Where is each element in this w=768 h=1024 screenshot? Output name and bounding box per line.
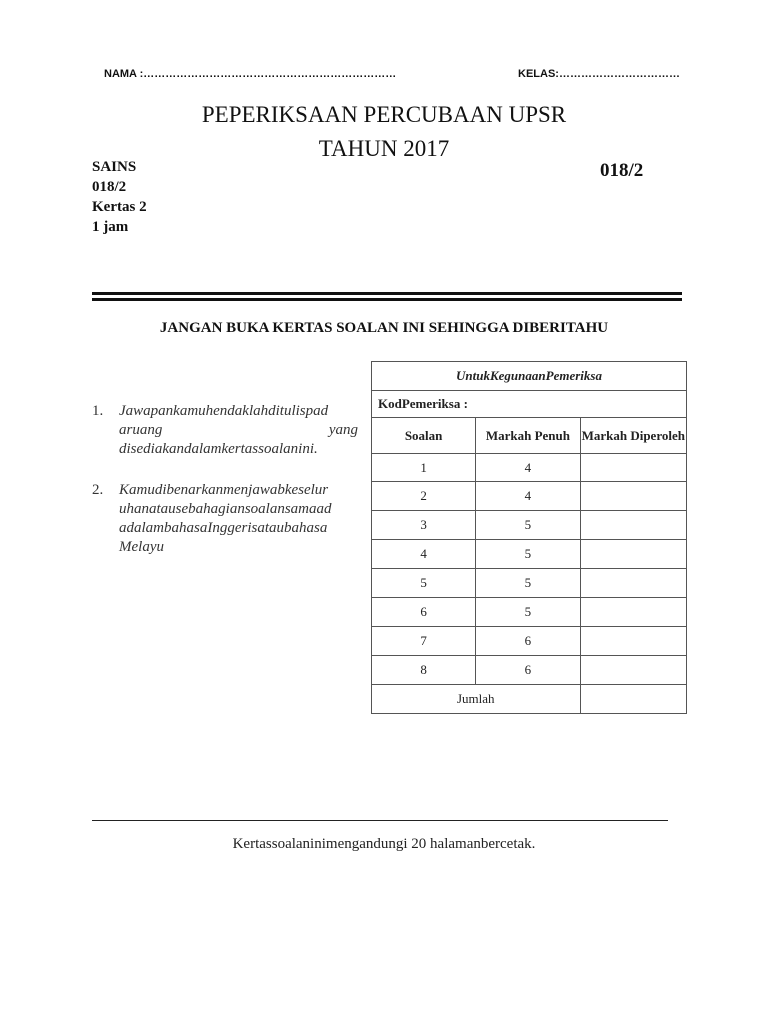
cell-markah-diperoleh[interactable] [580, 569, 686, 598]
table-row [372, 627, 687, 656]
warning-notice: JANGAN BUKA KERTAS SOALAN INI SEHINGGA DIBERITAHU [159, 320, 609, 336]
instruction-item-1 [92, 402, 358, 459]
cell-markah-penuh: 6 [476, 656, 580, 685]
cell-markah-diperoleh[interactable] [580, 598, 686, 627]
cell-markah-penuh: 4 [476, 454, 580, 482]
cell-markah-diperoleh[interactable] [580, 454, 686, 482]
footer-divider [92, 820, 668, 821]
exam-year: TAHUN 2017 [318, 136, 450, 161]
header-soalan: Soalan [372, 418, 476, 454]
divider-thick-top [92, 292, 682, 295]
instruction-text: Jawapankamuhendaklahditulispad aruang yang disediakandalamkertassoalanini. [119, 403, 358, 457]
cell-markah-penuh: 6 [476, 627, 580, 656]
cell-soalan: 8 [372, 656, 476, 685]
exam-title: PEPERIKSAAN PERCUBAAN UPSR [201, 102, 567, 127]
cell-soalan: 3 [372, 511, 476, 540]
instruction-number: 1. [92, 403, 104, 419]
examiner-code-field: KodPemeriksa : [372, 391, 687, 418]
cell-soalan: 5 [372, 569, 476, 598]
duration-label: 1 jam [92, 219, 129, 235]
divider-thick-bottom [92, 298, 682, 301]
cell-markah-penuh: 5 [476, 540, 580, 569]
table-row [372, 569, 687, 598]
examiner-marks-table [371, 361, 687, 714]
cell-markah-diperoleh[interactable] [580, 656, 686, 685]
instruction-number: 2. [92, 482, 104, 498]
cell-soalan: 4 [372, 540, 476, 569]
kelas-field-label: KELAS:…………………………… [518, 68, 680, 80]
cell-markah-diperoleh[interactable] [580, 511, 686, 540]
cell-soalan: 2 [372, 482, 476, 511]
cell-soalan: 7 [372, 627, 476, 656]
cell-markah-diperoleh[interactable] [580, 482, 686, 511]
instruction-item-2 [92, 481, 358, 557]
paper-number-label: Kertas 2 [92, 199, 147, 215]
cell-soalan: 1 [372, 454, 476, 482]
cell-markah-penuh: 4 [476, 482, 580, 511]
paper-code-right: 018/2 [600, 160, 644, 181]
paper-code-label: 018/2 [92, 179, 127, 195]
subject-label: SAINS [92, 159, 137, 175]
cell-markah-penuh: 5 [476, 569, 580, 598]
total-label: Jumlah [372, 685, 581, 714]
instruction-text: Kamudibenarkanmenjawabkeselur uhanatausebahagiansoalansamaad adalambahasaInggerisataubahasa Melayu [119, 482, 332, 555]
total-value[interactable] [580, 685, 686, 714]
header-markah-diperoleh: Markah Diperoleh [580, 418, 686, 454]
cell-soalan: 6 [372, 598, 476, 627]
cell-markah-penuh: 5 [476, 511, 580, 540]
paper-info-block [92, 157, 147, 237]
table-row [372, 454, 687, 482]
cell-markah-penuh: 5 [476, 598, 580, 627]
table-row [372, 511, 687, 540]
examiner-table-title: UntukKegunaanPemeriksa [372, 362, 687, 391]
cell-markah-diperoleh[interactable] [580, 627, 686, 656]
page-count-note: Kertassoalaninimengandungi 20 halamanbercetak. [232, 836, 536, 852]
nama-field-label: NAMA :…………………………………………………………… [104, 68, 397, 80]
total-row [372, 685, 687, 714]
header-markah-penuh: Markah Penuh [476, 418, 580, 454]
table-row [372, 656, 687, 685]
table-row [372, 598, 687, 627]
table-row [372, 482, 687, 511]
table-row [372, 540, 687, 569]
cell-markah-diperoleh[interactable] [580, 540, 686, 569]
